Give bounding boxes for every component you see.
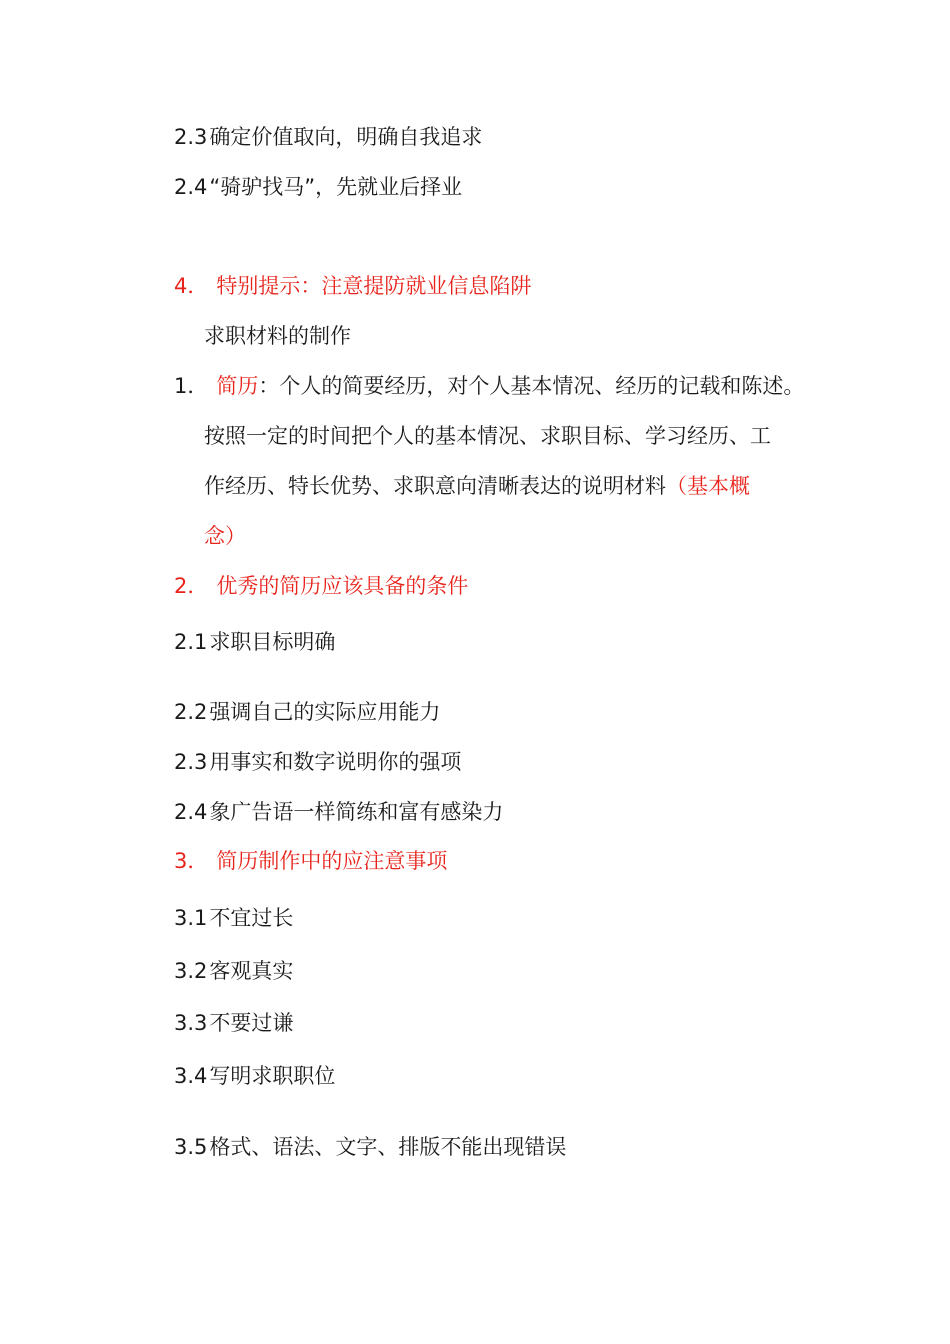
item-text: 写明求职职位 [209, 1064, 336, 1088]
item-number: 3.3 [174, 1011, 208, 1035]
item-number: 2.1 [174, 630, 208, 654]
subtitle-text: 求职材料的制作 [204, 324, 351, 348]
heading-3-resume-notes [174, 846, 447, 876]
heading-number: 4． [174, 274, 209, 298]
heading-4-special-tip [174, 271, 531, 301]
heading-text: 优秀的简历应该具备的条件 [216, 574, 469, 598]
heading-2-good-resume [174, 571, 468, 601]
item-text: 格式、语法、文字、排版不能出现错误 [209, 1135, 567, 1159]
term-resume: 简历 [216, 374, 259, 398]
item-number: 3.5 [174, 1135, 208, 1159]
continuation-text: 作经历、特长优势、求职意向清晰表达的说明材料 [204, 474, 666, 498]
item-text: 求职目标明确 [209, 630, 336, 654]
item-text: “骑驴找马”，先就业后择业 [209, 175, 463, 199]
heading-text: 特别提示：注意提防就业信息陷阱 [216, 274, 532, 298]
item-number: 2.4 [174, 175, 208, 199]
item-text: 象广告语一样简练和富有感染力 [209, 800, 504, 824]
paragraph-continuation-line [204, 421, 771, 451]
list-item-3-5 [174, 1132, 566, 1162]
item-number: 1． [174, 374, 209, 398]
list-item-3-1 [174, 903, 293, 933]
item-text: 强调自己的实际应用能力 [209, 700, 441, 724]
basic-concept-note-end: 念） [204, 524, 246, 548]
list-item-2-4 [174, 797, 503, 827]
item-number: 3.2 [174, 959, 208, 983]
basic-concept-note: （基本概 [666, 474, 750, 498]
item-number: 3.1 [174, 906, 208, 930]
list-item-3-3 [174, 1008, 293, 1038]
item-number: 3.4 [174, 1064, 208, 1088]
paragraph-continuation-line [204, 521, 246, 551]
paragraph-continuation-line [204, 471, 750, 501]
list-item-3-4 [174, 1061, 335, 1091]
item-text: 不要过谦 [209, 1011, 294, 1035]
item-text: 确定价值取向，明确自我追求 [209, 125, 483, 149]
item-text: 客观真实 [209, 959, 294, 983]
definition-text: ：个人的简要经历，对个人基本情况、经历的记载和陈述。 [258, 374, 805, 398]
subtitle-application-materials [204, 321, 351, 351]
item-number: 2.2 [174, 700, 208, 724]
heading-text: 简历制作中的应注意事项 [216, 849, 448, 873]
item-text: 不宜过长 [209, 906, 294, 930]
continuation-text: 按照一定的时间把个人的基本情况、求职目标、学习经历、工 [204, 424, 771, 448]
paragraph-1-resume-definition [174, 371, 804, 401]
item-number: 2.4 [174, 800, 208, 824]
heading-number: 3． [174, 849, 209, 873]
list-item-2-2 [174, 697, 440, 727]
section-line-2-4-employment [174, 172, 462, 202]
list-item-3-2 [174, 956, 293, 986]
section-line-2-3-values [174, 122, 482, 152]
item-number: 2.3 [174, 750, 208, 774]
list-item-2-1 [174, 627, 335, 657]
item-text: 用事实和数字说明你的强项 [209, 750, 462, 774]
list-item-2-3 [174, 747, 461, 777]
item-number: 2.3 [174, 125, 208, 149]
heading-number: 2． [174, 574, 209, 598]
